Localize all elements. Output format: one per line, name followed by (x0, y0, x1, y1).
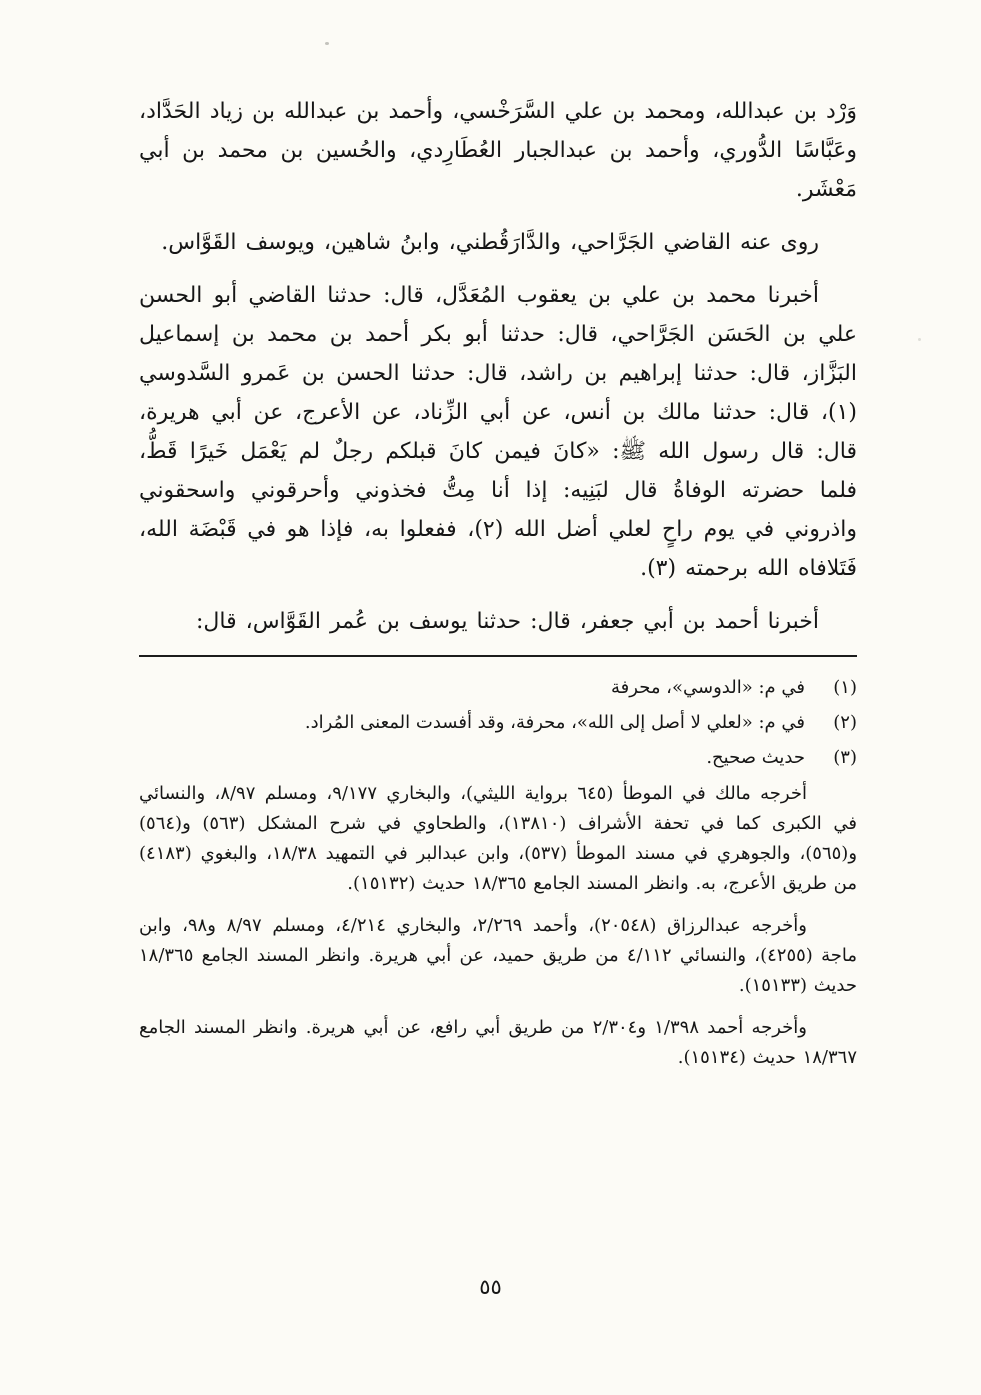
footnote-separator (139, 655, 857, 657)
footnote-marker: (١) (833, 677, 857, 698)
footnotes-section (139, 673, 857, 1073)
body-paragraph: أخبرنا أحمد بن أبي جعفر، قال: حدثنا يوسف بن عُمر القَوَّاس، قال: (195, 609, 819, 634)
body-paragraph: وَرْد بن عبدالله، ومحمد بن علي السَّرَخْسي، وأحمد بن عبدالله بن زياد الحَدَّاد، وعَبَّاسًا الدُّوري، وأحمد بن عبدالجبار العُطَارِدي، والحُسين بن محمد بن أبي مَعْشَر. (139, 99, 857, 202)
footnote-text: حديث صحيح. (706, 747, 805, 768)
footnote-text: في م: «لعلي لا أصل إلى الله»، محرفة، وقد أفسدت المعنى المُراد. (304, 712, 805, 733)
scan-speck (918, 338, 921, 341)
footnote-text: في م: «الدوسي»، محرفة (611, 677, 805, 698)
footnote-paragraph: وأخرجه عبدالرزاق (٢٠٥٤٨)، وأحمد ٢/٢٦٩، والبخاري ٤/٢١٤، ومسلم ٨/٩٧ و٩٨، وابن ماجة (٤٢٥٥)، والنسائي ٤/١١٢ من طريق حميد، عن أبي هريرة. وانظر المسند الجامع ١٨/٣٦٥ حديث (١٥١٣٣). (139, 915, 857, 996)
page-number: ٥٥ (479, 1275, 502, 1299)
body-paragraph: أخبرنا محمد بن علي بن يعقوب المُعَدَّل، قال: حدثنا القاضي أبو الحسن علي بن الحَسَن الجَرَّاحي، قال: حدثنا أبو بكر أحمد بن محمد بن إسماعيل البَزَّاز، قال: حدثنا إبراهيم بن راشد، قال: حدثنا الحسن بن عَمرو السَّدوسي (١)، قال: حدثنا مالك بن أنس، عن أبي الزِّناد، عن الأعرج، عن أبي هريرة، قال: قال رسول الله ﷺ: «كانَ فيمن كانَ قبلكم رجلٌ لم يَعْمَل خَيرًا قَطُّ، فلما حضرته الوفاةُ قال لبَنِيه: إذا أنا مِتُّ فخذوني وأحرقوني واسحقوني واذروني في يوم راحٍ لعلي أضل الله (٢)، ففعلوا به، فإذا هو في قَبْضَة الله، فَتَلافاه الله برحمته (٣). (139, 283, 857, 581)
page-body (139, 92, 857, 1085)
scan-speck (325, 42, 329, 45)
footnote-marker: (٢) (833, 712, 857, 733)
footnote-marker: (٣) (833, 747, 857, 768)
footnote-paragraph: أخرجه مالك في الموطأ (٦٤٥ برواية الليثي)، والبخاري ٩/١٧٧، ومسلم ٨/٩٧، والنسائي في الكبرى كما في تحفة الأشراف (١٣٨١٠)، والطحاوي في شرح المشكل (٥٦٣) و(٥٦٤) و(٥٦٥)، والجوهري في مسند الموطأ (٥٣٧)، وابن عبدالبر في التمهيد ١٨/٣٨، والبغوي (٤١٨٣) من طريق الأعرج، به. وانظر المسند الجامع ١٨/٣٦٥ حديث (١٥١٣٢). (139, 783, 858, 894)
footnote-paragraph: وأخرجه أحمد ١/٣٩٨ و٢/٣٠٤ من طريق أبي رافع، عن أبي هريرة. وانظر المسند الجامع ١٨/٣٦٧ حديث (١٥١٣٤). (139, 1017, 857, 1068)
footnote-item (139, 743, 857, 773)
body-paragraph: روى عنه القاضي الجَرَّاحي، والدَّارَقُطني، وابنُ شاهين، ويوسف القَوَّاس. (161, 230, 819, 255)
footnote-item (139, 673, 857, 703)
footnote-item (139, 708, 857, 738)
